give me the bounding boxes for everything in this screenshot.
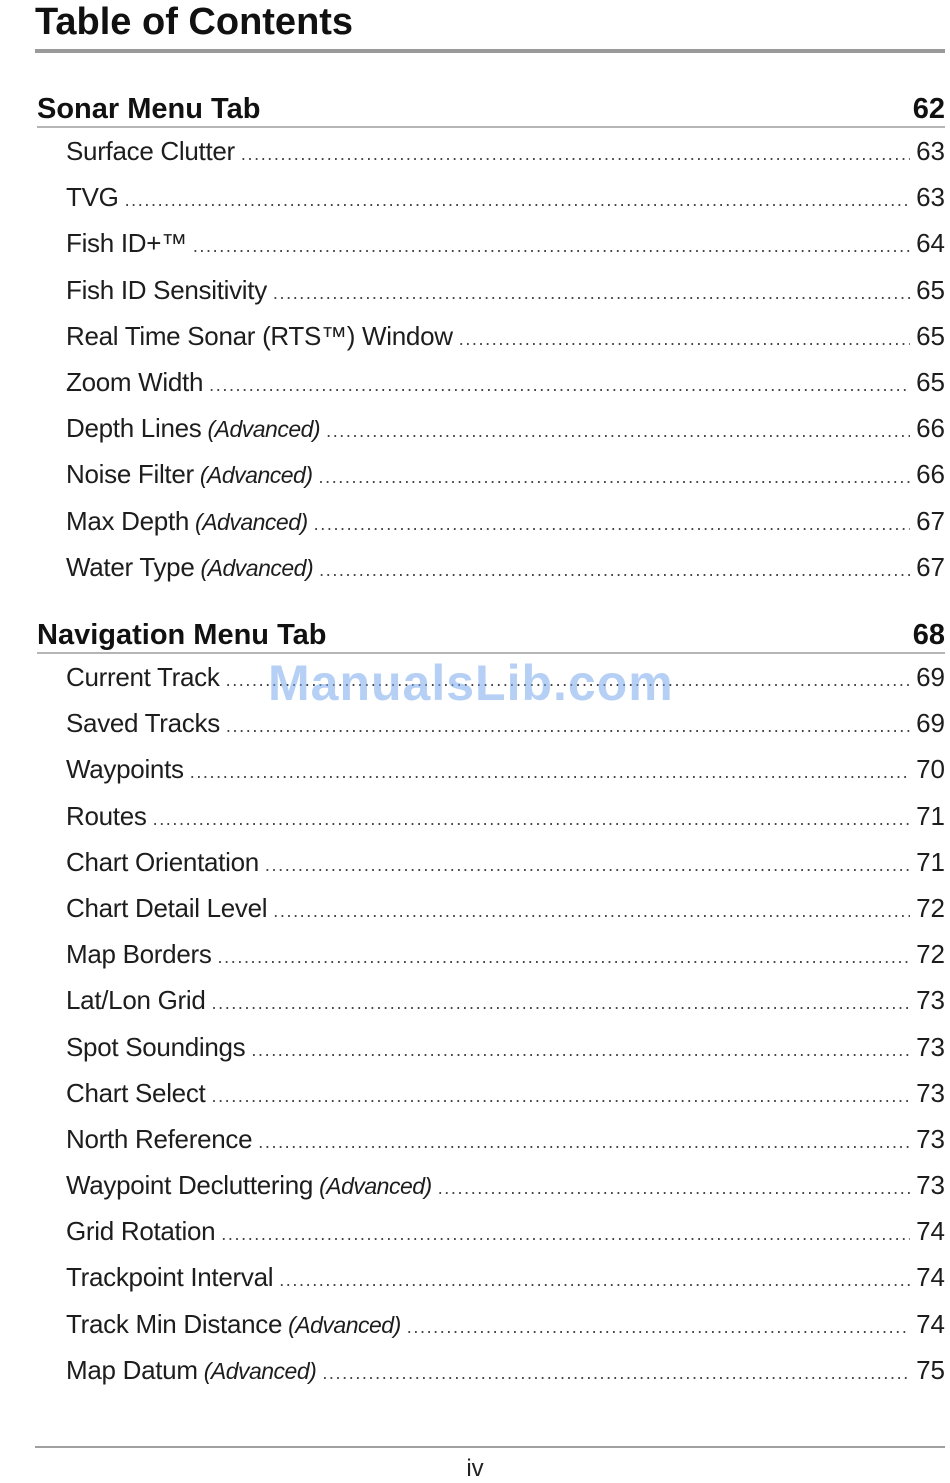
section-page-number: 62 <box>912 93 945 125</box>
toc-entry-label: Grid Rotation <box>66 1216 216 1247</box>
toc-entry-label: Fish ID+™ <box>66 228 187 259</box>
toc-entry-page-number: 71 <box>916 846 945 877</box>
toc-entry-label: Noise Filter <box>66 459 194 490</box>
toc-entry[interactable] <box>37 1301 945 1347</box>
toc-entry-page-number: 66 <box>916 459 945 490</box>
toc-entry-label: Waypoints <box>66 754 184 785</box>
dot-leader <box>193 223 910 269</box>
toc-entry-page-number: 65 <box>916 366 945 397</box>
dot-leader <box>319 454 911 500</box>
toc-entry-label: Map Datum <box>66 1354 198 1385</box>
toc-entry[interactable] <box>37 1070 945 1116</box>
toc-entry-note: (Advanced) <box>195 508 308 535</box>
toc-entry-note: (Advanced) <box>203 1357 317 1384</box>
dot-leader <box>273 888 910 934</box>
toc-entry-label: Chart Select <box>66 1077 206 1108</box>
section-navigation-menu-tab <box>37 612 945 1393</box>
toc-entry-page-number: 70 <box>916 754 945 785</box>
toc-entry[interactable] <box>37 405 945 451</box>
toc-entry-label: Map Borders <box>66 939 212 970</box>
toc-entry-label: Surface Clutter <box>66 136 235 166</box>
dot-leader <box>241 131 910 177</box>
toc-entry-page-number: 74 <box>916 1216 945 1247</box>
toc-entry-label: Depth Lines <box>66 413 202 444</box>
section-sonar-menu-tab <box>37 86 945 590</box>
dot-leader <box>322 1350 910 1396</box>
dot-leader <box>190 749 910 795</box>
toc-entry[interactable] <box>37 174 945 220</box>
toc-entry[interactable] <box>37 793 945 839</box>
dot-leader <box>211 1073 910 1119</box>
toc-entry[interactable] <box>37 1347 945 1393</box>
toc-entry-label: Trackpoint Interval <box>66 1262 274 1293</box>
toc-entry-label: Zoom Width <box>66 366 204 397</box>
toc-entry[interactable] <box>37 220 945 266</box>
toc-entry[interactable] <box>37 1208 945 1254</box>
footer-divider <box>35 1446 945 1448</box>
toc-entry[interactable] <box>37 313 945 359</box>
toc-entry-page-number: 67 <box>916 505 945 536</box>
dot-leader <box>209 362 910 408</box>
toc-entry-page-number: 69 <box>916 662 945 692</box>
toc-entry[interactable] <box>37 128 945 174</box>
dot-leader <box>407 1304 910 1350</box>
dot-leader <box>258 1119 910 1165</box>
toc-entry-page-number: 69 <box>916 708 945 739</box>
toc-entry-label: Fish ID Sensitivity <box>66 274 267 305</box>
toc-entry[interactable] <box>37 885 945 931</box>
dot-leader <box>125 177 911 223</box>
toc-entry-label: Chart Detail Level <box>66 892 268 923</box>
toc-entry-label: Current Track <box>66 662 220 692</box>
dot-leader <box>273 270 910 316</box>
footer-page-number: iv <box>466 1455 484 1482</box>
toc-entry[interactable] <box>37 1254 945 1300</box>
toc-entry[interactable] <box>37 839 945 885</box>
toc-entry-label: Chart Orientation <box>66 846 259 877</box>
toc-entry-label: Spot Soundings <box>66 1031 246 1062</box>
toc-entry[interactable] <box>37 1024 945 1070</box>
dot-leader <box>226 703 910 749</box>
dot-leader <box>265 842 910 888</box>
section-heading[interactable] <box>37 86 945 128</box>
dot-leader <box>438 1165 910 1211</box>
toc-entry-list <box>37 654 945 1393</box>
toc-entry-label: Routes <box>66 800 147 831</box>
section-title: Sonar Menu Tab <box>37 93 261 125</box>
toc-entry-note: (Advanced) <box>319 1173 432 1200</box>
toc-entry-note: (Advanced) <box>200 554 314 581</box>
toc-entry[interactable] <box>37 654 945 700</box>
section-page-number: 68 <box>912 619 945 651</box>
toc-entry[interactable] <box>37 498 945 544</box>
toc-entry-page-number: 74 <box>916 1262 945 1293</box>
toc-entry-page-number: 73 <box>916 1123 945 1154</box>
toc-entry-page-number: 72 <box>916 892 945 923</box>
toc-entry-label: Max Depth <box>66 505 190 536</box>
toc-entry[interactable] <box>37 267 945 313</box>
title-divider <box>35 49 945 53</box>
dot-leader <box>319 547 910 593</box>
toc-entry-label: Track Min Distance <box>66 1308 283 1339</box>
toc-entry-label: TVG <box>66 182 119 213</box>
dot-leader <box>459 316 910 362</box>
dot-leader <box>212 980 911 1026</box>
section-title: Navigation Menu Tab <box>37 619 327 651</box>
toc-entry-note: (Advanced) <box>199 462 313 489</box>
toc-entry-page-number: 75 <box>916 1354 945 1385</box>
watermark: ManualsLib.com <box>268 655 674 711</box>
toc-entry-list <box>37 128 945 590</box>
dot-leader <box>279 1257 910 1303</box>
toc-entry[interactable] <box>37 746 945 792</box>
toc-entry[interactable] <box>37 1116 945 1162</box>
dot-leader <box>221 1211 910 1257</box>
toc-entry-page-number: 71 <box>916 800 945 831</box>
toc-entry-page-number: 65 <box>916 274 945 305</box>
toc-entry[interactable] <box>37 544 945 590</box>
dot-leader <box>314 501 910 547</box>
toc-entry-page-number: 73 <box>916 985 945 1016</box>
dot-leader <box>153 796 910 842</box>
dot-leader <box>251 1027 910 1073</box>
toc-entry-page-number: 63 <box>916 136 945 166</box>
dot-leader <box>218 934 911 980</box>
toc-entry-page-number: 67 <box>916 551 945 582</box>
toc-entry-page-number: 65 <box>916 320 945 351</box>
toc-entry[interactable] <box>37 977 945 1023</box>
toc-entry-label: North Reference <box>66 1123 253 1154</box>
toc-entry-page-number: 72 <box>916 939 945 970</box>
toc-entry-label: Real Time Sonar (RTS™) Window <box>66 320 453 351</box>
toc-entry-label: Saved Tracks <box>66 708 220 739</box>
toc-entry-note: (Advanced) <box>288 1311 401 1338</box>
toc-entry-page-number: 64 <box>916 228 945 259</box>
toc-entry-page-number: 73 <box>916 1170 945 1201</box>
toc-entry-label: Water Type <box>66 551 195 582</box>
toc-entry[interactable] <box>37 931 945 977</box>
toc-entry-page-number: 73 <box>916 1077 945 1108</box>
toc-entry-label: Lat/Lon Grid <box>66 985 206 1016</box>
toc-entry[interactable] <box>37 451 945 497</box>
page-title: Table of Contents <box>35 1 354 43</box>
toc-entry-note: (Advanced) <box>207 416 321 443</box>
section-heading[interactable] <box>37 612 945 654</box>
toc-entry[interactable] <box>37 700 945 746</box>
toc-entry-label: Waypoint Decluttering <box>66 1170 314 1201</box>
toc-entry-page-number: 73 <box>916 1031 945 1062</box>
toc-entry[interactable] <box>37 359 945 405</box>
toc-entry[interactable] <box>37 1162 945 1208</box>
dot-leader <box>226 657 910 703</box>
toc-entry-page-number: 74 <box>916 1308 945 1339</box>
toc-entry-page-number: 66 <box>916 413 945 444</box>
dot-leader <box>326 408 910 454</box>
toc-entry-page-number: 63 <box>916 182 945 213</box>
